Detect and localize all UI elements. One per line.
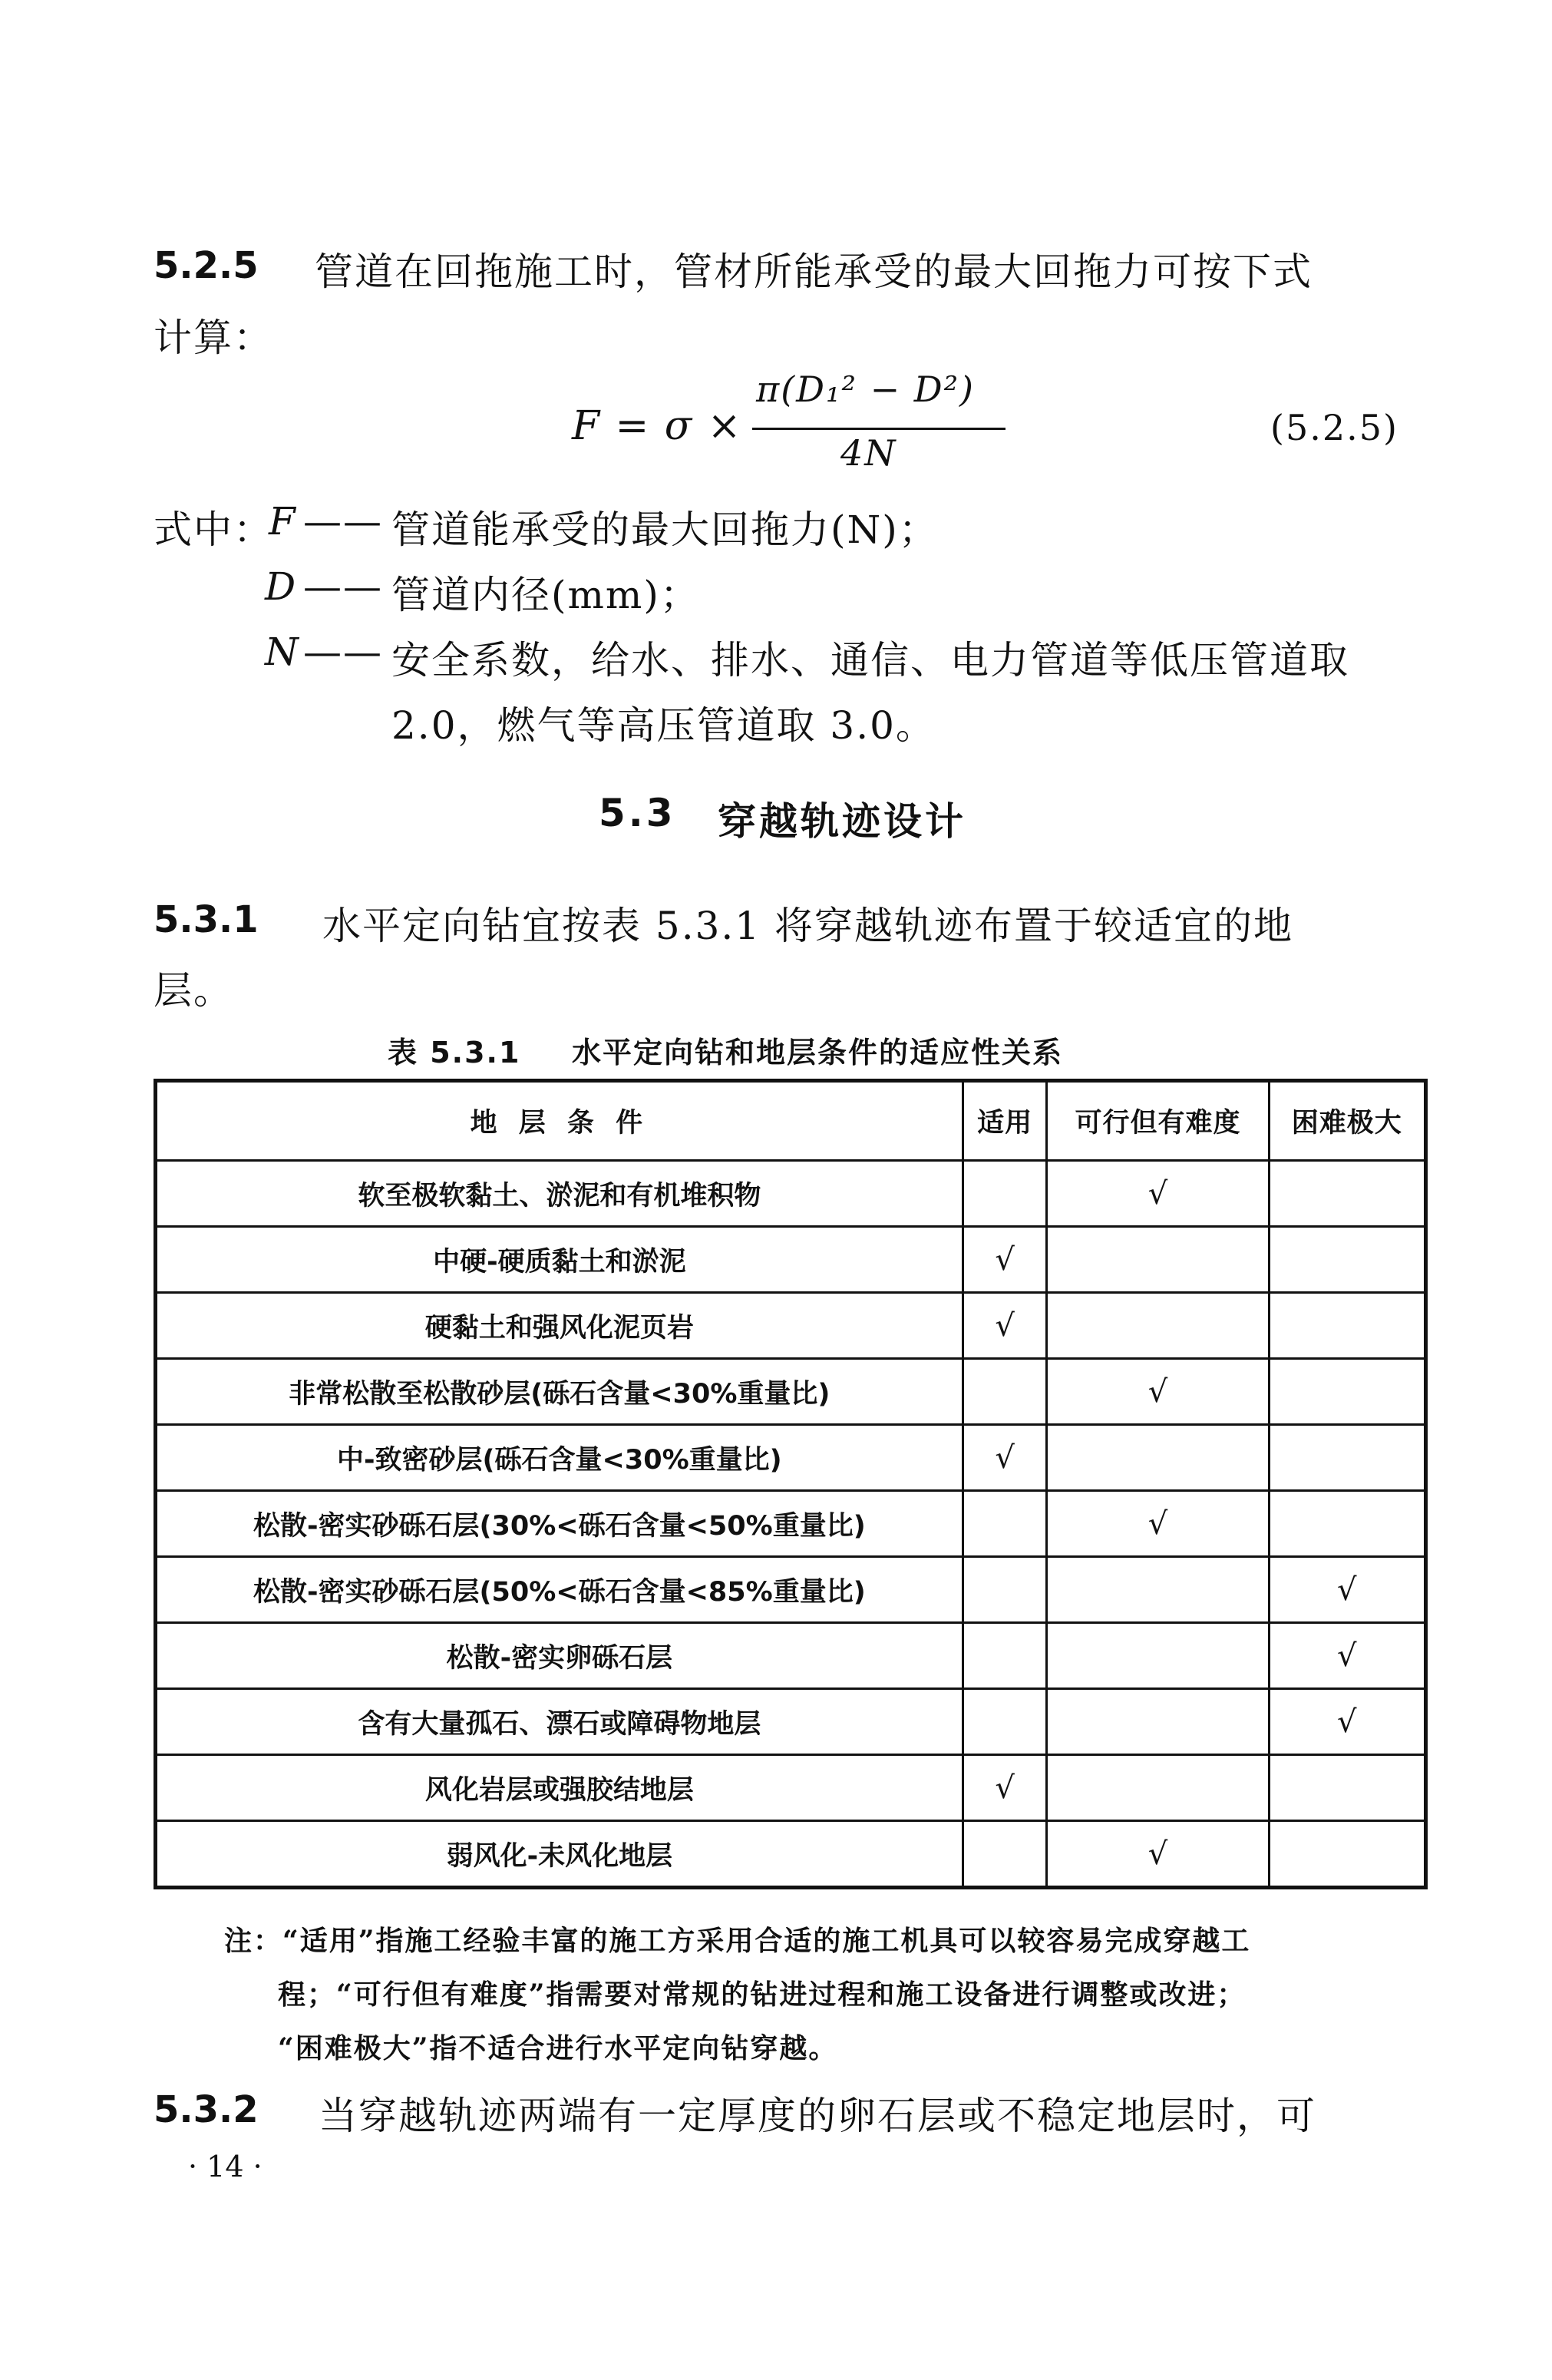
table-body bbox=[156, 1161, 1426, 1888]
check-mark-icon: √ bbox=[995, 1307, 1015, 1344]
feasible-difficult-cell bbox=[1047, 1623, 1269, 1689]
table-row bbox=[156, 1425, 1426, 1491]
suitable-cell bbox=[963, 1359, 1047, 1425]
def-text-f: 管道能承受的最大回拖力(N)； bbox=[391, 507, 939, 552]
check-mark-icon: √ bbox=[1337, 1704, 1357, 1740]
suitable-cell bbox=[963, 1755, 1047, 1821]
formula-numerator: π(D₁² − D²) bbox=[756, 369, 975, 410]
clause-5-3-1-line1: 水平定向钻宜按表 5.3.1 将穿越轨迹布置于较适宜的地 bbox=[322, 904, 1294, 948]
formula-number: (5.2.5) bbox=[1270, 407, 1398, 448]
extremely-difficult-cell bbox=[1269, 1755, 1425, 1821]
feasible-difficult-cell bbox=[1047, 1821, 1269, 1888]
table-row bbox=[156, 1293, 1426, 1359]
suitable-cell bbox=[963, 1689, 1047, 1755]
table-row bbox=[156, 1755, 1426, 1821]
extremely-difficult-cell bbox=[1269, 1359, 1425, 1425]
table-row bbox=[156, 1491, 1426, 1557]
table-note-line2: 程；“可行但有难度”指需要对常规的钻进过程和施工设备进行调整或改进； bbox=[278, 1978, 1247, 2011]
extremely-difficult-cell bbox=[1269, 1161, 1425, 1227]
clause-5-3-1-number: 5.3.1 bbox=[154, 898, 259, 941]
clause-5-2-5-line1: 管道在回拖施工时，管材所能承受的最大回拖力可按下式 bbox=[315, 250, 1313, 294]
suitable-cell bbox=[963, 1293, 1047, 1359]
table-row bbox=[156, 1557, 1426, 1623]
stratum-condition-cell: 松散-密实卵砾石层 bbox=[156, 1623, 963, 1689]
check-mark-icon: √ bbox=[1337, 1638, 1357, 1674]
table-caption-title: 水平定向钻和地层条件的适应性关系 bbox=[572, 1036, 1064, 1069]
check-mark-icon: √ bbox=[995, 1770, 1015, 1806]
extremely-difficult-cell bbox=[1269, 1227, 1425, 1293]
def-text-d: 管道内径(mm)； bbox=[391, 573, 700, 617]
clause-5-2-5-line2: 计算： bbox=[154, 316, 273, 360]
def-text-n: 安全系数，给水、排水、通信、电力管道等低压管道取 bbox=[391, 638, 1349, 683]
check-mark-icon: √ bbox=[1147, 1506, 1168, 1542]
clause-5-3-1-line2: 层。 bbox=[154, 968, 233, 1013]
def-dash-d: —— bbox=[303, 564, 383, 609]
stratum-condition-cell: 含有大量孤石、漂石或障碍物地层 bbox=[156, 1689, 963, 1755]
feasible-difficult-cell bbox=[1047, 1161, 1269, 1227]
stratum-condition-cell: 弱风化-未风化地层 bbox=[156, 1821, 963, 1888]
check-mark-icon: √ bbox=[995, 1241, 1015, 1278]
stratum-condition-cell: 松散-密实砂砾石层(50%<砾石含量<85%重量比) bbox=[156, 1557, 963, 1623]
extremely-difficult-cell bbox=[1269, 1821, 1425, 1888]
stratum-condition-cell: 非常松散至松散砂层(砾石含量<30%重量比) bbox=[156, 1359, 963, 1425]
feasible-difficult-cell bbox=[1047, 1557, 1269, 1623]
stratum-condition-cell: 中硬-硬质黏土和淤泥 bbox=[156, 1227, 963, 1293]
table-row bbox=[156, 1161, 1426, 1227]
feasible-difficult-cell bbox=[1047, 1689, 1269, 1755]
table-row bbox=[156, 1689, 1426, 1755]
section-5-3-number: 5.3 bbox=[599, 791, 676, 835]
feasible-difficult-cell bbox=[1047, 1425, 1269, 1491]
table-row bbox=[156, 1227, 1426, 1293]
table-header-row bbox=[156, 1081, 1426, 1161]
def-symbol-f: F bbox=[269, 499, 297, 544]
suitable-cell bbox=[963, 1821, 1047, 1888]
stratum-condition-cell: 中-致密砂层(砾石含量<30%重量比) bbox=[156, 1425, 963, 1491]
check-mark-icon: √ bbox=[1147, 1175, 1168, 1211]
table-note-line3: “困难极大”指不适合进行水平定向钻穿越。 bbox=[278, 2032, 838, 2064]
stratum-condition-cell: 软至极软黏土、淤泥和有机堆积物 bbox=[156, 1161, 963, 1227]
header-feasible-difficult: 可行但有难度 bbox=[1047, 1081, 1269, 1161]
def-dash-n: —— bbox=[303, 630, 383, 674]
feasible-difficult-cell bbox=[1047, 1359, 1269, 1425]
formula-lhs: F = σ × bbox=[572, 403, 743, 449]
table-row bbox=[156, 1359, 1426, 1425]
header-suitable: 适用 bbox=[963, 1081, 1047, 1161]
section-5-3-title: 穿越轨迹设计 bbox=[718, 799, 966, 844]
def-text-n-cont: 2.0，燃气等高压管道取 3.0。 bbox=[391, 703, 936, 748]
header-extremely-difficult: 困难极大 bbox=[1269, 1081, 1425, 1161]
extremely-difficult-cell bbox=[1269, 1491, 1425, 1557]
feasible-difficult-cell bbox=[1047, 1293, 1269, 1359]
feasible-difficult-cell bbox=[1047, 1755, 1269, 1821]
clause-5-3-2-number: 5.3.2 bbox=[154, 2088, 259, 2131]
stratum-condition-cell: 硬黏土和强风化泥页岩 bbox=[156, 1293, 963, 1359]
table-row bbox=[156, 1623, 1426, 1689]
def-symbol-n: N bbox=[265, 630, 300, 674]
header-stratum-condition: 地 层 条 件 bbox=[156, 1081, 963, 1161]
extremely-difficult-cell bbox=[1269, 1557, 1425, 1623]
clause-5-2-5-number: 5.2.5 bbox=[154, 244, 259, 287]
check-mark-icon: √ bbox=[1337, 1572, 1357, 1608]
table-row bbox=[156, 1821, 1426, 1888]
clause-5-3-2-line1: 当穿越轨迹两端有一定厚度的卵石层或不稳定地层时，可 bbox=[319, 2094, 1316, 2138]
suitable-cell bbox=[963, 1227, 1047, 1293]
def-dash-f: —— bbox=[303, 499, 383, 544]
formula-denominator: 4N bbox=[840, 432, 897, 474]
feasible-difficult-cell bbox=[1047, 1227, 1269, 1293]
suitable-cell bbox=[963, 1623, 1047, 1689]
definitions-intro: 式中： bbox=[154, 507, 273, 552]
stratum-adaptability-table bbox=[154, 1079, 1428, 1889]
formula-fraction-bar bbox=[752, 428, 1005, 430]
check-mark-icon: √ bbox=[1147, 1373, 1168, 1410]
suitable-cell bbox=[963, 1557, 1047, 1623]
suitable-cell bbox=[963, 1161, 1047, 1227]
check-mark-icon: √ bbox=[1147, 1836, 1168, 1872]
def-symbol-d: D bbox=[265, 564, 298, 609]
extremely-difficult-cell bbox=[1269, 1623, 1425, 1689]
table-caption-number: 表 5.3.1 bbox=[388, 1036, 521, 1069]
stratum-condition-cell: 风化岩层或强胶结地层 bbox=[156, 1755, 963, 1821]
extremely-difficult-cell bbox=[1269, 1293, 1425, 1359]
check-mark-icon: √ bbox=[995, 1440, 1015, 1476]
suitable-cell bbox=[963, 1425, 1047, 1491]
extremely-difficult-cell bbox=[1269, 1425, 1425, 1491]
suitable-cell bbox=[963, 1491, 1047, 1557]
feasible-difficult-cell bbox=[1047, 1491, 1269, 1557]
table-note-line1: 注：“适用”指施工经验丰富的施工方采用合适的施工机具可以较容易完成穿越工 bbox=[224, 1925, 1251, 1957]
extremely-difficult-cell bbox=[1269, 1689, 1425, 1755]
stratum-condition-cell: 松散-密实砂砾石层(30%<砾石含量<50%重量比) bbox=[156, 1491, 963, 1557]
page-number: · 14 · bbox=[188, 2150, 263, 2183]
